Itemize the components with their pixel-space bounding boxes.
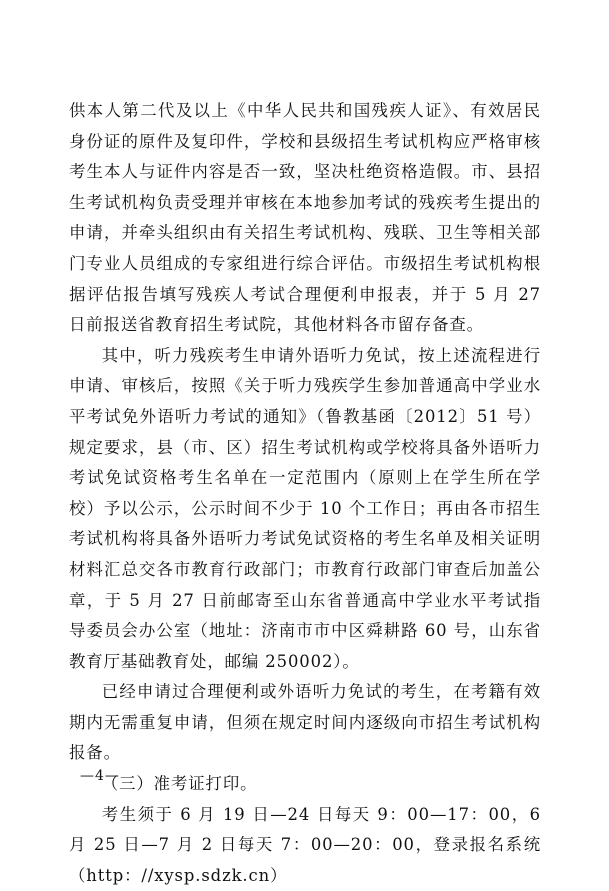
paragraph-no-repeat-application: 已经申请过合理便利或外语听力免试的考生，在考籍有效期内无需重复申请，但须在规定时间内逐级向市招生考试机构报备。 [69,682,541,763]
paragraph-hearing-exemption: 其中，听力残疾考生申请外语听力免试，按上述流程进行申请、审核后，按照《关于听力残疾学生参加普通高中学业水平考试免外语听力考试的通知》（鲁教基函〔2012〕51 号）规定要求，县（市、区）招生考试机构或学校将具备外语听力考试免试资格考生名单在一定范围内（原则上在学生所在学校）予以公示，公示时间不少于 10 个工作日；再由各市招生考试机构将具备外语听力考试免试资格的考生名单及相关证明材料汇总交各市教育行政部门；市教育行政部门审查后加盖公章，于 5 月 27 日前邮寄至山东省普通高中学业水平考试指导委员会办公室（地址：济南市市中区舜耕路 60 号，山东省教育厅基础教育处，邮编 250002）。 [69,345,541,671]
page-number: —4— [80,768,120,784]
body-text [69,96,541,891]
paragraph-ticket-printing-schedule: 考生须于 6 月 19 日—24 日每天 9：00—17：00，6 月 25 日—7 月 2 日每天 7：00—20：00，登录报名系统（http：//xysp.sdzk.cn） [69,804,541,885]
paragraph-applicant-materials: 供本人第二代及以上《中华人民共和国残疾人证》、有效居民身份证的原件及复印件，学校和县级招生考试机构应严格审核考生本人与证件内容是否一致，坚决杜绝资格造假。市、县招生考试机构负责受理并审核在本地参加考试的残疾考生提出的申请，并牵头组织由有关招生考试机构、残联、卫生等相关部门专业人员组成的专家组进行综合评估。市级招生考试机构根据评估报告填写残疾人考试合理便利申报表，并于 5 月 27 日前报送省教育招生考试院，其他材料各市留存备查。 [69,101,541,335]
section-heading-admission-ticket: （三）准考证打印。 [101,774,258,794]
